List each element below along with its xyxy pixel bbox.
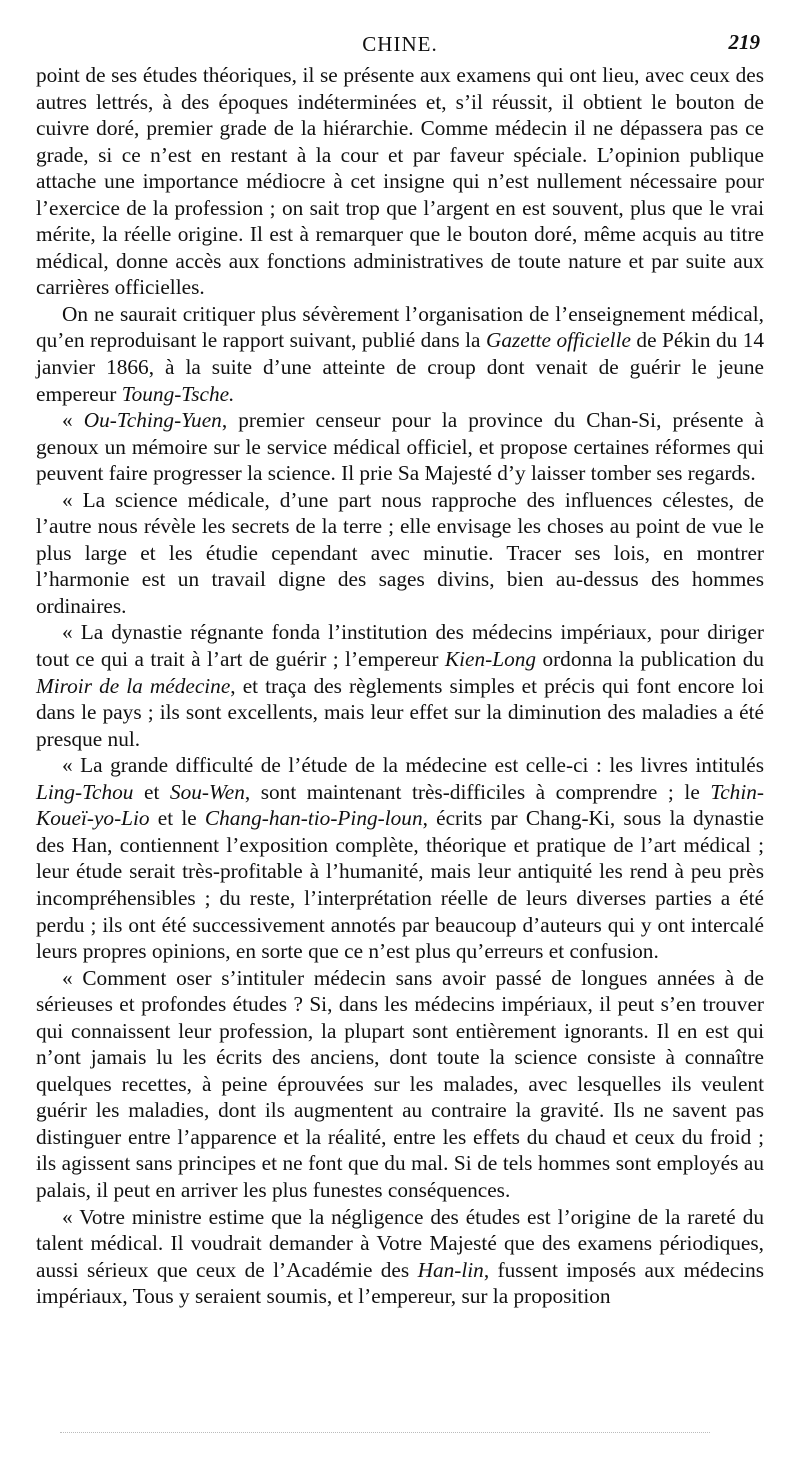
text-run: , premier censeur pour la province du Chan-Si, présente à genoux un mémoire sur le service médical officiel, et propose certaines réformes qui peuvent faire progresser la science. Il prie Sa Majesté d’y laisser tomber ses regards. bbox=[36, 408, 764, 486]
text-run: « Votre ministre estime que la négligence des études est l’origine de la rareté du talent médical. Il voudrait demander à Votre Majesté que des examens périodiques, aussi sérieux que ceux de l’Académie des bbox=[36, 1204, 764, 1282]
text-run: « bbox=[62, 408, 84, 433]
italic-text: Miroir de la médecine bbox=[36, 673, 231, 698]
paragraph bbox=[36, 1204, 764, 1310]
text-run: , fussent imposés aux médecins impériaux, Tous y seraient soumis, et l’empereur, sur la proposition bbox=[36, 1257, 765, 1309]
running-head bbox=[36, 30, 764, 62]
italic-text: Han-lin bbox=[417, 1257, 484, 1282]
text-run: , et traça des règlements simples et précis qui font encore loi dans le pays ; ils sont excellents, mais leur effet sur la diminution des maladies a été presque nul. bbox=[36, 673, 764, 751]
paragraph bbox=[36, 965, 764, 1204]
italic-text: Toung-Tsche. bbox=[121, 381, 235, 406]
italic-text: Kien-Long bbox=[444, 647, 537, 672]
text-run: « La science médicale, d’une part nous rapproche des influences célestes, de l’autre nous révèle les secrets de la terre ; elle envisage les choses au point de vue le plus large et les étudie cependant avec minutie. Tracer ses lois, en montrer l’harmonie est un travail digne des sages divins, bien au-dessus des hommes ordinaires. bbox=[36, 487, 764, 618]
text-run: ordonna la publication du bbox=[536, 647, 764, 672]
paragraph bbox=[36, 62, 764, 301]
paragraph bbox=[36, 407, 764, 487]
italic-text: Ling-Tchou bbox=[36, 779, 134, 804]
text-run: « La dynastie régnante fonda l’institution des médecins impériaux, pour diriger tout ce qui a trait à l’art de guérir ; l’empereur bbox=[36, 620, 764, 672]
text-run: « La grande difficulté de l’étude de la médecine est celle-ci : les livres intitulés bbox=[62, 753, 764, 778]
text-run: et le bbox=[149, 806, 205, 831]
italic-text: Chang-han-tio-Ping-loun bbox=[204, 806, 423, 831]
text-run: et bbox=[133, 779, 170, 804]
text-run: point de ses études théoriques, il se présente aux examens qui ont lieu, avec ceux des autres lettrés, à des époques indéterminées et, s’il réussit, il obtient le bouton de cuivre doré, premier grade de la hiérarchie. Comme médecin il ne dépassera pas ce grade, si ce n’est en restant à la cour et par faveur spéciale. L’opinion publique attache une importance médiocre à cet insigne qui n’est nullement nécessaire pour l’exercice de la profession ; on sait trop que l’argent en est souvent, plus que le vrai mérite, la réelle origine. Il est à remarquer que le bouton doré, même acquis au titre médical, donne accès aux fonctions administratives de toute nature et par suite aux carrières officielles. bbox=[36, 63, 764, 300]
paragraph bbox=[36, 752, 764, 964]
book-page bbox=[36, 30, 764, 1310]
paragraph bbox=[36, 301, 764, 407]
paragraph bbox=[36, 487, 764, 620]
paragraph bbox=[36, 619, 764, 752]
text-run: , écrits par Chang-Ki, sous la dynastie des Han, contiennent l’exposition complète, théorique et pratique de l’art médical ; leur étude serait très-profitable à l’humanité, mais leur antiquité les rend à peu près incompréhensibles ; du reste, l’interprétation réelle de leurs diverses parties a été perdu ; ils ont été successivement annotés par beaucoup d’auteurs qui y ont intercalé leurs propres opinions, en sorte que ce n’est plus qu’erreurs et confusion. bbox=[36, 806, 764, 964]
italic-text: Ou-Tching-Yuen bbox=[83, 408, 222, 433]
running-title: CHINE. bbox=[362, 32, 438, 56]
italic-text: Gazette officielle bbox=[485, 328, 631, 353]
italic-text: Sou-Wen bbox=[169, 779, 245, 804]
italic-text: Tchin-Koueï-yo-Lio bbox=[36, 779, 764, 831]
text-run: , sont maintenant très-difficiles à comprendre ; le bbox=[244, 779, 711, 804]
body-text bbox=[36, 62, 764, 1310]
text-run: « Comment oser s’intituler médecin sans avoir passé de longues années à de sérieuses et profondes études ? Si, dans les médecins impériaux, il peut s’en trouver qui connaissent leur profession, la plupart sont entièrement ignorants. Il en est qui n’ont jamais lu les écrits des anciens, dont toute la science consiste à connaître quelques recettes, à peine éprouvées sur les malades, avec lesquelles ils veulent guérir les maladies, dont ils augmentent au contraire la gravité. Ils ne savent pas distinguer entre l’apparence et la réalité, entre les effets du chaud et ceux du froid ; ils agissent sans principes et ne font que du mal. Si de tels hommes sont employés au palais, il peut en arriver les plus funestes conséquences. bbox=[36, 965, 764, 1202]
page-number: 219 bbox=[728, 30, 760, 54]
text-run: On ne saurait critiquer plus sévèrement l’organisation de l’enseignement médical, qu’en reproduisant le rapport suivant, publié dans la bbox=[36, 301, 764, 353]
text-run: de Pékin du 14 janvier 1866, à la suite d’une atteinte de croup dont venait de guérir le jeune empereur bbox=[36, 328, 764, 406]
bottom-divider bbox=[60, 1432, 710, 1433]
